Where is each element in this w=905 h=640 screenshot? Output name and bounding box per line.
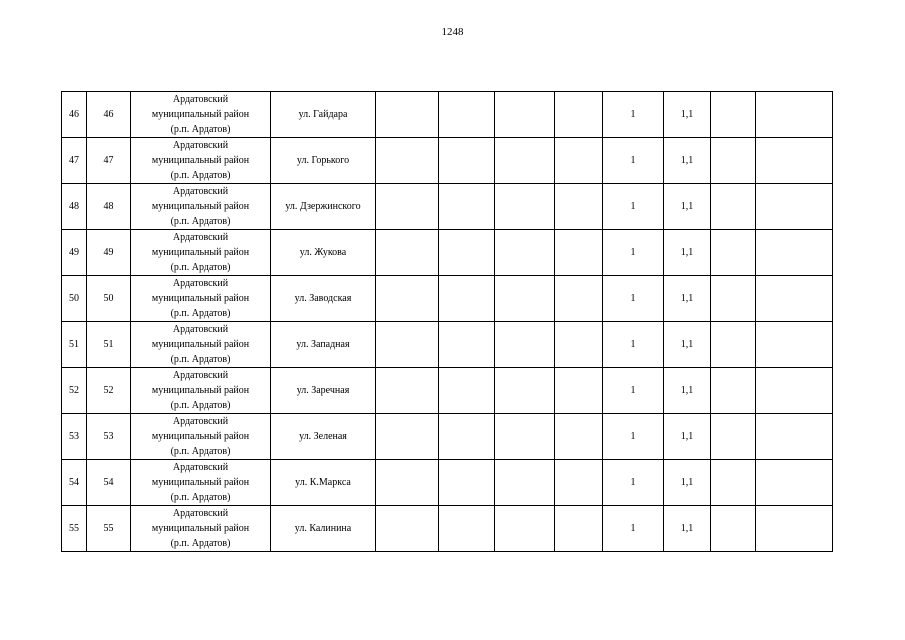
empty-cell-2 bbox=[439, 414, 495, 460]
street-cell: ул. Гайдара bbox=[271, 92, 376, 138]
empty-cell-8 bbox=[756, 460, 833, 506]
table-row bbox=[62, 230, 833, 276]
district-line: (р.п. Ардатов) bbox=[170, 400, 231, 411]
district-line: Ардатовский bbox=[172, 370, 229, 381]
value-1-cell: 1 bbox=[603, 276, 664, 322]
empty-cell-1 bbox=[376, 414, 439, 460]
value-2-cell: 1,1 bbox=[664, 230, 711, 276]
district-line: муниципальный район bbox=[151, 431, 250, 442]
empty-cell-4 bbox=[555, 184, 603, 230]
value-1-cell: 1 bbox=[603, 230, 664, 276]
empty-cell-8 bbox=[756, 138, 833, 184]
table-row bbox=[62, 184, 833, 230]
empty-cell-1 bbox=[376, 184, 439, 230]
item-number-cell: 53 bbox=[87, 414, 131, 460]
row-number-cell: 46 bbox=[62, 92, 87, 138]
district-cell bbox=[131, 460, 271, 506]
item-number-cell: 55 bbox=[87, 506, 131, 552]
data-table bbox=[61, 91, 833, 552]
street-cell: ул. Западная bbox=[271, 322, 376, 368]
empty-cell-7 bbox=[711, 506, 756, 552]
value-1-cell: 1 bbox=[603, 92, 664, 138]
table-body bbox=[62, 92, 833, 552]
row-number-cell: 49 bbox=[62, 230, 87, 276]
empty-cell-3 bbox=[495, 460, 555, 506]
empty-cell-7 bbox=[711, 414, 756, 460]
row-number-cell: 51 bbox=[62, 322, 87, 368]
street-cell: ул. Жукова bbox=[271, 230, 376, 276]
empty-cell-4 bbox=[555, 138, 603, 184]
district-cell bbox=[131, 414, 271, 460]
district-cell bbox=[131, 506, 271, 552]
empty-cell-8 bbox=[756, 322, 833, 368]
row-number-cell: 53 bbox=[62, 414, 87, 460]
district-line: (р.п. Ардатов) bbox=[170, 170, 231, 181]
table-row bbox=[62, 138, 833, 184]
district-line: муниципальный район bbox=[151, 293, 250, 304]
table-row bbox=[62, 460, 833, 506]
value-1-cell: 1 bbox=[603, 368, 664, 414]
item-number-cell: 51 bbox=[87, 322, 131, 368]
street-cell: ул. Зеленая bbox=[271, 414, 376, 460]
row-number-cell: 48 bbox=[62, 184, 87, 230]
district-cell bbox=[131, 368, 271, 414]
empty-cell-2 bbox=[439, 506, 495, 552]
item-number-cell: 46 bbox=[87, 92, 131, 138]
row-number-cell: 47 bbox=[62, 138, 87, 184]
district-line: Ардатовский bbox=[172, 324, 229, 335]
empty-cell-7 bbox=[711, 460, 756, 506]
district-line: Ардатовский bbox=[172, 94, 229, 105]
district-line: муниципальный район bbox=[151, 339, 250, 350]
district-line: (р.п. Ардатов) bbox=[170, 354, 231, 365]
empty-cell-1 bbox=[376, 138, 439, 184]
empty-cell-3 bbox=[495, 184, 555, 230]
row-number-cell: 50 bbox=[62, 276, 87, 322]
empty-cell-3 bbox=[495, 368, 555, 414]
district-line: (р.п. Ардатов) bbox=[170, 124, 231, 135]
value-1-cell: 1 bbox=[603, 138, 664, 184]
item-number-cell: 47 bbox=[87, 138, 131, 184]
district-line: Ардатовский bbox=[172, 278, 229, 289]
table-row bbox=[62, 322, 833, 368]
item-number-cell: 49 bbox=[87, 230, 131, 276]
empty-cell-7 bbox=[711, 368, 756, 414]
empty-cell-3 bbox=[495, 92, 555, 138]
empty-cell-8 bbox=[756, 414, 833, 460]
street-cell: ул. Горького bbox=[271, 138, 376, 184]
street-cell: ул. Заречная bbox=[271, 368, 376, 414]
empty-cell-1 bbox=[376, 460, 439, 506]
district-line: муниципальный район bbox=[151, 155, 250, 166]
value-2-cell: 1,1 bbox=[664, 184, 711, 230]
empty-cell-2 bbox=[439, 92, 495, 138]
table-row bbox=[62, 414, 833, 460]
empty-cell-2 bbox=[439, 276, 495, 322]
district-line: Ардатовский bbox=[172, 462, 229, 473]
value-2-cell: 1,1 bbox=[664, 276, 711, 322]
empty-cell-3 bbox=[495, 276, 555, 322]
district-cell bbox=[131, 230, 271, 276]
district-cell bbox=[131, 138, 271, 184]
empty-cell-1 bbox=[376, 92, 439, 138]
empty-cell-8 bbox=[756, 368, 833, 414]
item-number-cell: 48 bbox=[87, 184, 131, 230]
empty-cell-7 bbox=[711, 322, 756, 368]
district-cell bbox=[131, 92, 271, 138]
district-cell bbox=[131, 276, 271, 322]
empty-cell-7 bbox=[711, 138, 756, 184]
item-number-cell: 54 bbox=[87, 460, 131, 506]
item-number-cell: 52 bbox=[87, 368, 131, 414]
empty-cell-3 bbox=[495, 138, 555, 184]
district-cell bbox=[131, 184, 271, 230]
empty-cell-3 bbox=[495, 322, 555, 368]
district-line: (р.п. Ардатов) bbox=[170, 538, 231, 549]
item-number-cell: 50 bbox=[87, 276, 131, 322]
district-line: (р.п. Ардатов) bbox=[170, 446, 231, 457]
empty-cell-1 bbox=[376, 276, 439, 322]
row-number-cell: 52 bbox=[62, 368, 87, 414]
empty-cell-8 bbox=[756, 276, 833, 322]
empty-cell-7 bbox=[711, 276, 756, 322]
empty-cell-3 bbox=[495, 230, 555, 276]
empty-cell-1 bbox=[376, 368, 439, 414]
table-row bbox=[62, 276, 833, 322]
table-row bbox=[62, 506, 833, 552]
value-2-cell: 1,1 bbox=[664, 414, 711, 460]
district-line: муниципальный район bbox=[151, 385, 250, 396]
district-line: муниципальный район bbox=[151, 109, 250, 120]
empty-cell-8 bbox=[756, 184, 833, 230]
empty-cell-2 bbox=[439, 184, 495, 230]
empty-cell-4 bbox=[555, 230, 603, 276]
empty-cell-4 bbox=[555, 276, 603, 322]
empty-cell-8 bbox=[756, 506, 833, 552]
empty-cell-1 bbox=[376, 322, 439, 368]
district-line: (р.п. Ардатов) bbox=[170, 262, 231, 273]
empty-cell-2 bbox=[439, 322, 495, 368]
district-line: муниципальный район bbox=[151, 523, 250, 534]
district-line: (р.п. Ардатов) bbox=[170, 216, 231, 227]
district-line: муниципальный район bbox=[151, 201, 250, 212]
value-2-cell: 1,1 bbox=[664, 460, 711, 506]
empty-cell-7 bbox=[711, 92, 756, 138]
table-row bbox=[62, 368, 833, 414]
empty-cell-1 bbox=[376, 230, 439, 276]
district-line: Ардатовский bbox=[172, 508, 229, 519]
value-1-cell: 1 bbox=[603, 322, 664, 368]
value-1-cell: 1 bbox=[603, 506, 664, 552]
value-2-cell: 1,1 bbox=[664, 138, 711, 184]
empty-cell-2 bbox=[439, 368, 495, 414]
empty-cell-4 bbox=[555, 368, 603, 414]
street-cell: ул. К.Маркса bbox=[271, 460, 376, 506]
empty-cell-2 bbox=[439, 230, 495, 276]
value-1-cell: 1 bbox=[603, 460, 664, 506]
district-line: (р.п. Ардатов) bbox=[170, 308, 231, 319]
empty-cell-4 bbox=[555, 506, 603, 552]
district-line: Ардатовский bbox=[172, 140, 229, 151]
street-cell: ул. Заводская bbox=[271, 276, 376, 322]
empty-cell-2 bbox=[439, 460, 495, 506]
empty-cell-3 bbox=[495, 506, 555, 552]
value-1-cell: 1 bbox=[603, 414, 664, 460]
empty-cell-1 bbox=[376, 506, 439, 552]
street-cell: ул. Калинина bbox=[271, 506, 376, 552]
value-2-cell: 1,1 bbox=[664, 506, 711, 552]
district-line: Ардатовский bbox=[172, 186, 229, 197]
empty-cell-4 bbox=[555, 92, 603, 138]
value-2-cell: 1,1 bbox=[664, 322, 711, 368]
value-2-cell: 1,1 bbox=[664, 92, 711, 138]
empty-cell-7 bbox=[711, 230, 756, 276]
district-line: муниципальный район bbox=[151, 477, 250, 488]
district-line: Ардатовский bbox=[172, 416, 229, 427]
street-cell: ул. Дзержинского bbox=[271, 184, 376, 230]
empty-cell-4 bbox=[555, 414, 603, 460]
page-number: 1248 bbox=[441, 26, 464, 38]
row-number-cell: 55 bbox=[62, 506, 87, 552]
table-row bbox=[62, 92, 833, 138]
district-line: Ардатовский bbox=[172, 232, 229, 243]
value-2-cell: 1,1 bbox=[664, 368, 711, 414]
empty-cell-4 bbox=[555, 322, 603, 368]
row-number-cell: 54 bbox=[62, 460, 87, 506]
empty-cell-3 bbox=[495, 414, 555, 460]
empty-cell-4 bbox=[555, 460, 603, 506]
empty-cell-8 bbox=[756, 230, 833, 276]
empty-cell-8 bbox=[756, 92, 833, 138]
district-line: муниципальный район bbox=[151, 247, 250, 258]
empty-cell-7 bbox=[711, 184, 756, 230]
empty-cell-2 bbox=[439, 138, 495, 184]
district-line: (р.п. Ардатов) bbox=[170, 492, 231, 503]
district-cell bbox=[131, 322, 271, 368]
value-1-cell: 1 bbox=[603, 184, 664, 230]
